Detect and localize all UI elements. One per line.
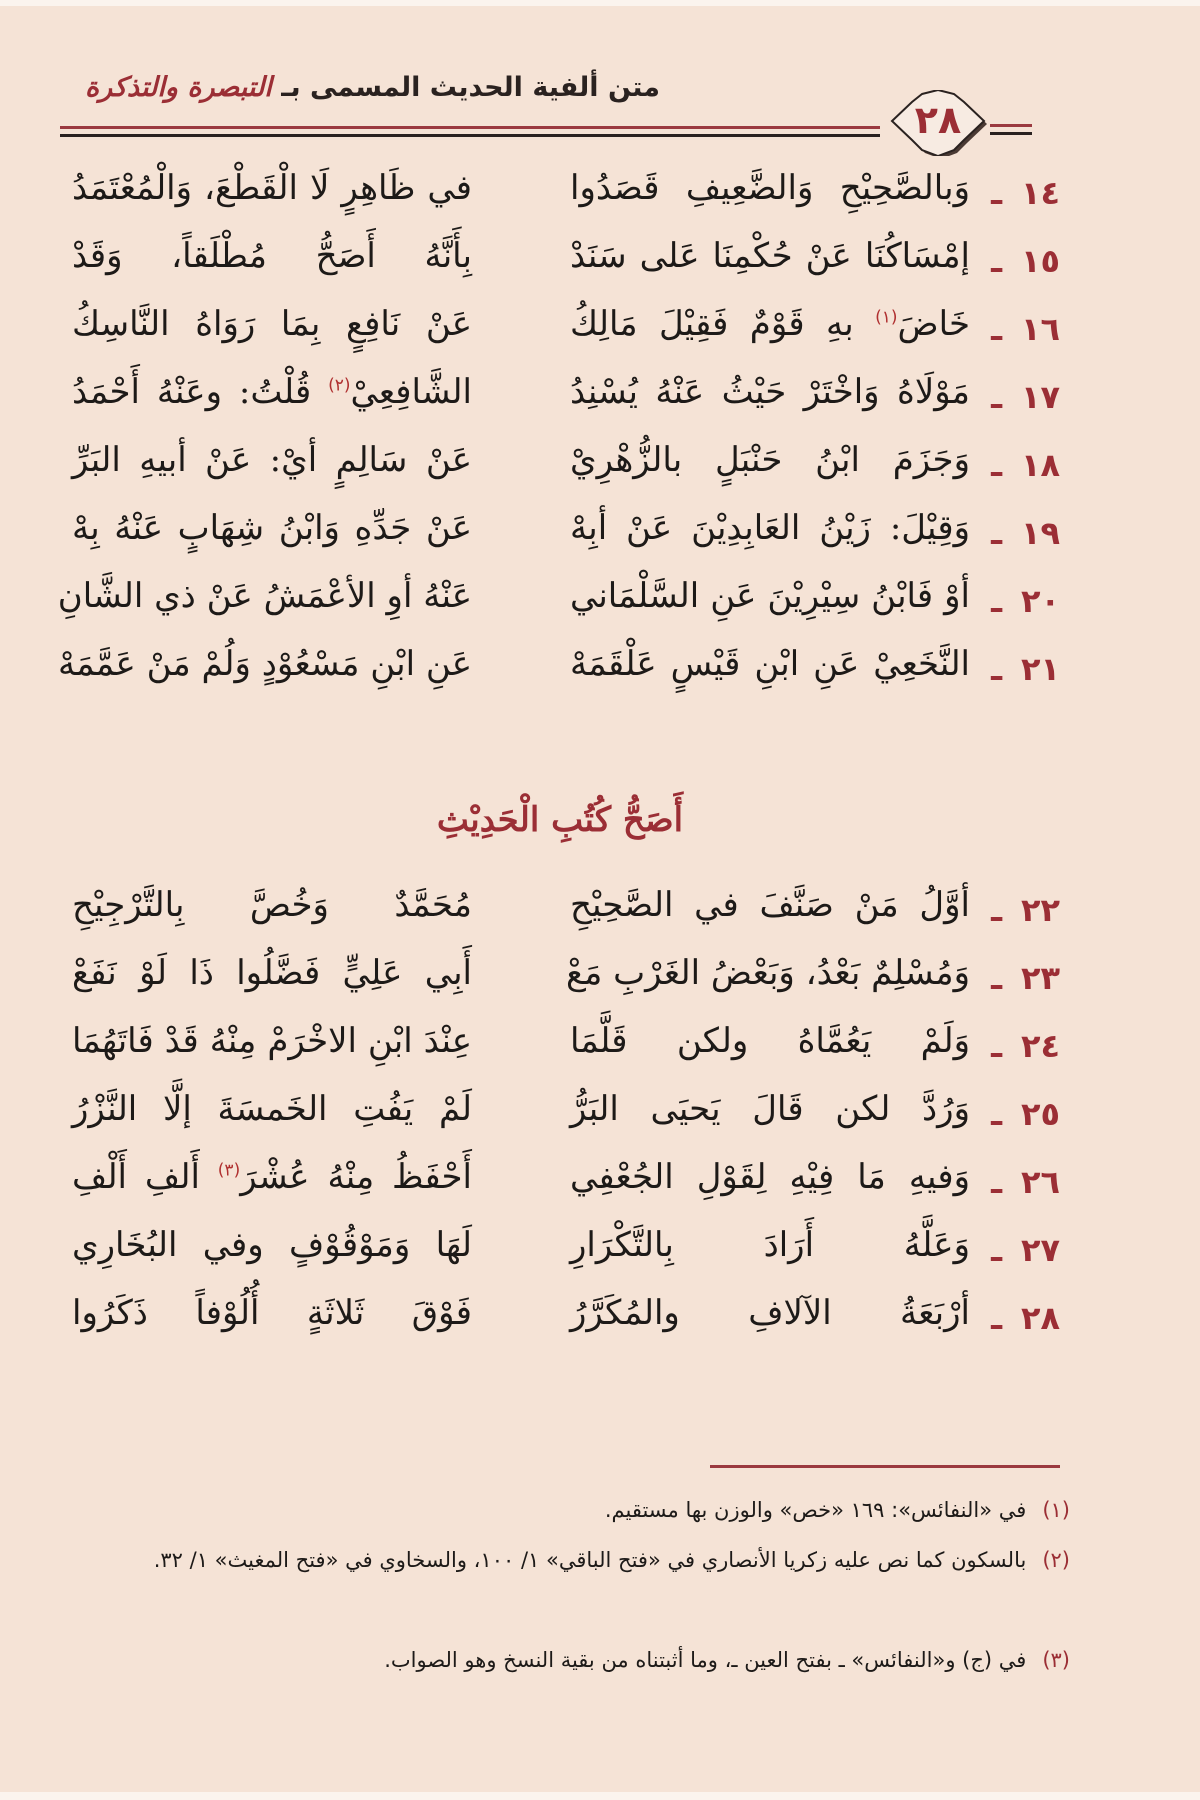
verse-dash: ـ: [991, 1299, 1002, 1337]
verse-line: [60, 440, 1060, 500]
verse-dash: ـ: [991, 582, 1002, 620]
verse-number: ٢٧: [1020, 1231, 1060, 1269]
verse-dash: ـ: [991, 891, 1002, 929]
verse-first-hemistich: وَقِيْلَ: زَيْنُ العَابِدِيْنَ عَنْ أبِهْ: [570, 508, 970, 548]
verse-number: ١٩: [1020, 514, 1060, 552]
page-top-edge: [0, 0, 1200, 6]
verse-second-hemistich: بِأَنَّهُ أَصَحُّ مُطْلَقاً، وَقَدْ: [72, 236, 472, 276]
running-header: [60, 70, 1060, 150]
verse-line: [60, 885, 1060, 945]
verse-first-hemistich: وَرُدَّ لكن قَالَ يَحيَى البَرُّ: [570, 1089, 970, 1129]
verse-text: بهِ قَوْمٌ فَقِيْلَ مَالِكُ: [570, 304, 854, 344]
page-bottom-edge: [0, 1792, 1200, 1800]
verse-first-hemistich: وَجَزَمَ ابْنُ حَنْبَلٍ بالزُّهْرِيْ: [570, 440, 970, 480]
footnote-3: [80, 1640, 1070, 1680]
verse-line: [60, 372, 1060, 432]
verse-dash: ـ: [991, 242, 1002, 280]
footnote-number: (٢): [1042, 1548, 1070, 1572]
verse-first-hemistich: وَعَلَّهُ أَرَادَ بِالتَّكْرَارِ: [570, 1225, 970, 1265]
verse-number: ٢٢: [1020, 891, 1060, 929]
verse-line: [60, 1225, 1060, 1285]
verse-second-hemistich: أَبِي عَلِيٍّ فَضَّلُوا ذَا لَوْ نَفَعْ: [72, 953, 472, 993]
verse-number: ٢١: [1020, 650, 1060, 688]
verse-first-hemistich: وَلَمْ يَعُمَّاهُ ولكن قَلَّمَا: [570, 1021, 970, 1061]
verse-line: [60, 236, 1060, 296]
header-title: [85, 72, 660, 103]
verse-number: ١٧: [1020, 378, 1060, 416]
footnote-text: في (ج) و«النفائس» ـ بفتح العين ـ، وما أثبتناه من بقية النسخ وهو الصواب.: [384, 1648, 1027, 1672]
verse-second-hemistich: في ظَاهِرٍ لَا الْقَطْعَ، وَالْمُعْتَمَدُ: [72, 168, 472, 208]
header-rule-red-short: [990, 124, 1032, 127]
header-rule-dark-short: [990, 132, 1032, 135]
verse-dash: ـ: [991, 1163, 1002, 1201]
verse-text: خَاضَ: [897, 304, 970, 344]
verse-first-hemistich: أوْ فَابْنُ سِيْرِيْنَ عَنِ السَّلْمَاني: [570, 576, 970, 616]
verse-dash: ـ: [991, 1027, 1002, 1065]
verse-line: [60, 1021, 1060, 1081]
verse-text: الشَّافِعِيْ: [350, 372, 472, 412]
verse-first-hemistich: وَبالصَّحِيْحِ وَالضَّعِيفِ قَصَدُوا: [570, 168, 970, 208]
verse-line: [57, 576, 1060, 636]
verse-line: [60, 304, 1060, 364]
verse-second-hemistich: [72, 1157, 472, 1197]
footnote-number: (١): [1042, 1498, 1070, 1522]
verse-first-hemistich: إمْسَاكُنَا عَنْ حُكْمِنَا عَلى سَنَدْ: [570, 236, 970, 276]
page-number: ٢٨: [914, 98, 962, 142]
verse-first-hemistich: أرْبَعَةُ الآلافِ والمُكَرَّرُ: [570, 1293, 970, 1333]
footnote-separator: [710, 1465, 1060, 1468]
verse-first-hemistich: وَفيهِ مَا فِيْهِ لِقَوْلِ الجُعْفِي: [570, 1157, 970, 1197]
footnote-ref-2[interactable]: (٢): [328, 375, 351, 396]
verse-line: [60, 953, 1060, 1013]
page-number-badge: [888, 90, 988, 156]
verse-number: ٢٤: [1020, 1027, 1060, 1065]
verse-first-hemistich: [570, 304, 970, 344]
verse-dash: ـ: [991, 959, 1002, 997]
footnote-2: [80, 1540, 1070, 1580]
verse-first-hemistich: النَّخَعِيْ عَنِ ابْنِ قَيْسٍ عَلْقَمَهْ: [570, 644, 970, 684]
footnote-1: [80, 1490, 1070, 1530]
verse-text: أَحْفَظُ مِنْهُ عُشْرَ: [240, 1157, 472, 1197]
footnote-number: (٣): [1042, 1648, 1070, 1672]
verse-number: ١٨: [1020, 446, 1060, 484]
verse-line: [60, 1089, 1060, 1149]
verse-number: ١٤: [1020, 174, 1060, 212]
verse-second-hemistich: لَمْ يَفُتِ الخَمسَةَ إلَّا النَّزْرُ: [72, 1089, 472, 1129]
header-title-accent: التبصرة والتذكرة: [84, 72, 272, 103]
verse-second-hemistich: فَوْقَ ثَلاثَةٍ أُلُوْفاً ذَكَرُوا: [72, 1293, 472, 1333]
verse-number: ٢٥: [1020, 1095, 1060, 1133]
verse-dash: ـ: [991, 310, 1002, 348]
verse-line: [60, 644, 1060, 704]
verse-second-hemistich: عِنْدَ ابْنِ الاخْرَمْ مِنْهُ قَدْ فَاتَهُمَا: [72, 1021, 472, 1061]
verse-second-hemistich: عَنْ سَالِمٍ أيْ: عَنْ أبيهِ البَرِّ: [72, 440, 472, 480]
verse-number: ٢٨: [1020, 1299, 1060, 1337]
verse-first-hemistich: وَمُسْلِمٌ بَعْدُ، وَبَعْضُ الغَرْبِ مَعْ: [566, 953, 970, 993]
verse-number: ١٦: [1020, 310, 1060, 348]
verse-second-hemistich: عَنْ نَافِعٍ بِمَا رَوَاهُ النَّاسِكُ: [72, 304, 472, 344]
verse-dash: ـ: [991, 650, 1002, 688]
verse-number: ٢٣: [1020, 959, 1060, 997]
verse-dash: ـ: [991, 378, 1002, 416]
verse-second-hemistich: عَنْهُ أوِ الأعْمَشُ عَنْ ذي الشَّانِ: [57, 576, 472, 616]
footnote-ref-1[interactable]: (١): [875, 307, 898, 328]
verse-second-hemistich: عَنِ ابْنِ مَسْعُوْدٍ وَلُمْ مَنْ عَمَّمَهْ: [58, 644, 472, 684]
verse-dash: ـ: [991, 446, 1002, 484]
verse-first-hemistich: أوَّلُ مَنْ صَنَّفَ في الصَّحِيْحِ: [570, 885, 970, 925]
header-title-main: متن ألفية الحديث المسمى بـ: [281, 72, 660, 103]
verse-text: أَلفِ أَلْفِ: [72, 1157, 200, 1197]
footnote-ref-3[interactable]: (٣): [217, 1160, 241, 1181]
verse-number: ٢٦: [1020, 1163, 1060, 1201]
section-title: أَصَحُّ كُتُبِ الْحَدِيْثِ: [436, 800, 684, 840]
verse-second-hemistich: لَهَا وَمَوْقُوْفٍ وفي البُخَارِي: [72, 1225, 472, 1265]
verse-text: قُلْتُ: وعَنْهُ أَحْمَدُ: [72, 372, 312, 412]
verse-number: ١٥: [1020, 242, 1060, 280]
verse-line: [60, 1293, 1060, 1353]
verse-number: ٢٠: [1020, 582, 1060, 620]
header-rule-dark: [60, 134, 880, 137]
verse-line: [60, 1157, 1060, 1217]
verse-line: [60, 508, 1060, 568]
verse-dash: ـ: [991, 1231, 1002, 1269]
verse-line: [60, 168, 1060, 228]
footnote-text: في «النفائس»: ١٦٩ «خص» والوزن بها مستقيم.: [604, 1498, 1027, 1522]
verse-dash: ـ: [991, 1095, 1002, 1133]
verse-first-hemistich: مَوْلَاهُ وَاخْتَرْ حَيْثُ عَنْهُ يُسْنِدُ: [570, 372, 970, 412]
verse-second-hemistich: [72, 372, 472, 412]
verse-second-hemistich: عَنْ جَدِّهِ وَابْنُ شِهَابٍ عَنْهُ بِهْ: [72, 508, 472, 548]
verse-dash: ـ: [991, 174, 1002, 212]
footnote-text: بالسكون كما نص عليه زكريا الأنصاري في «فتح الباقي» ١/ ١٠٠، والسخاوي في «فتح المغيث» ١/ ٣٢.: [153, 1548, 1027, 1572]
verse-second-hemistich: مُحَمَّدٌ وَخُصَّ بِالتَّرْجِيْحِ: [72, 885, 472, 925]
header-rule-red: [60, 126, 880, 129]
verse-dash: ـ: [991, 514, 1002, 552]
